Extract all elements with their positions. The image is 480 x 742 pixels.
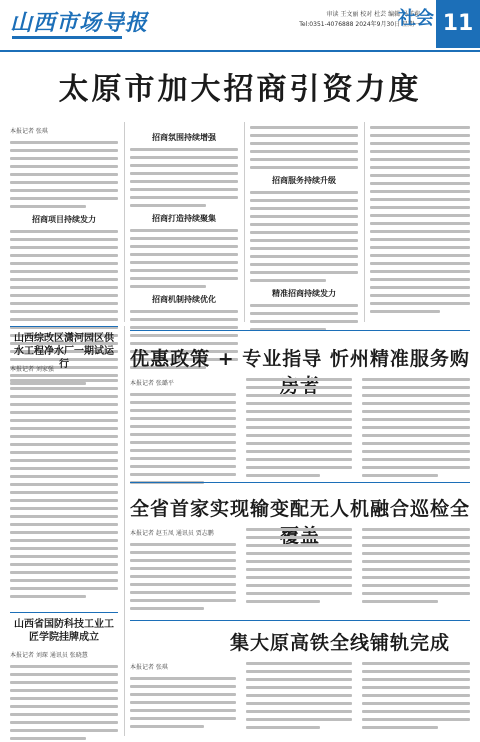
story-5-byline: 本报记者 张琪 [130,664,168,671]
story-3-headline: 优惠政策 + 专业指导 忻州精准服务购 [130,348,470,370]
story-4-col-1 [130,528,236,615]
story-4-col-3 [362,528,470,608]
story-3-byline: 本报记者 张璐平 [130,380,174,387]
meta-line-1: 审读 王文丽 校对 杜芸 编辑 马祥莉 [326,11,420,18]
side-story-1-body [10,364,118,603]
newspaper-logo: 山西市场导报 [10,10,149,36]
meta-line-2: Tel:0351-4076888 2024年9月30日 星期一 [299,21,420,28]
side-story-2-body [10,650,118,742]
story-5-headline: 集大原高铁全线铺轨完成 [229,632,450,654]
main-byline: 本报记者 张琪 [10,128,48,135]
side-story-2-headline: 山西省国防科技工业工匠学院挂牌成立 [14,619,114,643]
main-subhead-2: 招商氛围持续增强 [152,133,216,142]
page-number: 11 [436,0,480,48]
story-5-col-1 [130,662,236,733]
side-story-2-byline: 本报记者 刘琛 通讯员 张晓慧 [10,652,88,659]
main-headline: 太原市加大招商引资力度 [58,72,422,107]
story-3-col-1 [130,378,236,489]
main-subhead-4: 招商机制持续优化 [152,295,216,304]
main-story-col-3 [250,126,358,336]
logo-underline [12,36,122,39]
story-5-col-3 [362,662,470,734]
story-5-col-2 [246,662,352,734]
story-4-col-2 [246,528,352,608]
main-subhead-5: 招商服务持续升级 [272,176,336,185]
story-3-col-2 [246,378,352,482]
main-subhead-3: 招商打造持续聚集 [152,214,216,223]
story-4-headline: 全省首家实现输变配无人机融合巡检全 [130,498,471,520]
side-story-1-byline: 本报记者 刘家强 [10,366,54,373]
section-title: 社会 [398,8,434,29]
story-4-byline: 本报记者 赵玉凤 通讯员 贾志鹏 [130,530,214,537]
main-subhead-6: 精准招商持续发力 [272,289,336,298]
side-story-1-headline: 山西综改区潇河园区供水工程净水厂一期试运行 [14,333,114,370]
masthead [0,0,480,52]
main-story-col-2 [130,126,238,374]
main-subhead-1: 招商项目持续发力 [32,215,96,224]
story-3-col-3 [362,378,470,482]
masthead-meta [250,10,420,30]
main-story-col-4 [370,126,470,318]
